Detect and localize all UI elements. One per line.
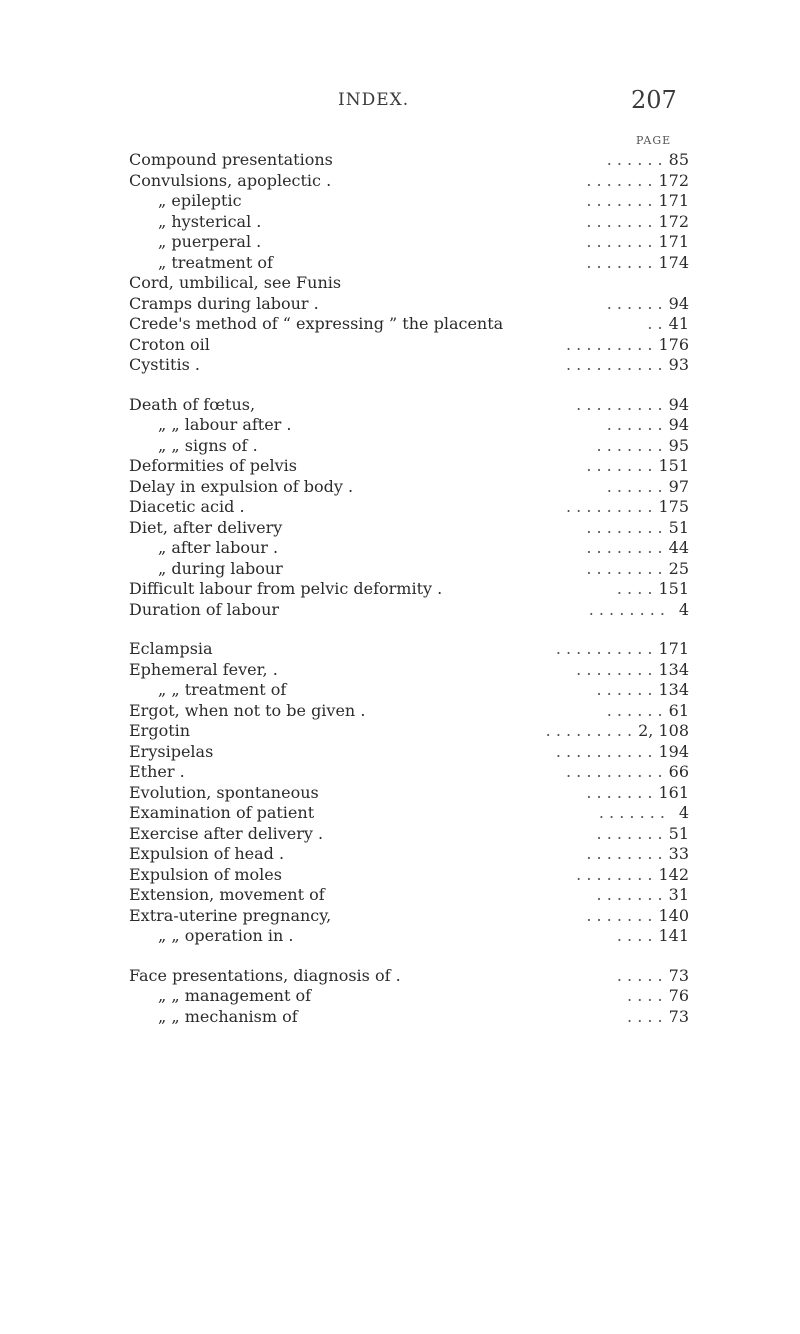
entry-page-number: 175 bbox=[658, 497, 689, 516]
entry-page-number: 171 bbox=[658, 232, 689, 251]
entry-page-number: 41 bbox=[668, 314, 689, 333]
entry-page-number: 61 bbox=[668, 700, 689, 720]
index-entry bbox=[0, 456, 800, 477]
entry-page-number: 2, 108 bbox=[638, 721, 689, 740]
entry-leader-dots: . . . . . . . . . bbox=[565, 334, 653, 354]
entry-page-number: 44 bbox=[668, 538, 689, 557]
index-entries bbox=[0, 150, 800, 1027]
entry-leader-dots: . . . . bbox=[627, 1006, 663, 1026]
entry-page-number: 95 bbox=[668, 435, 689, 455]
entry-leader-dots: . . . . . . . . . bbox=[565, 497, 653, 516]
index-entry bbox=[0, 701, 800, 722]
entry-leader-dots: . . . . bbox=[616, 926, 653, 945]
entry-text: „ during labour bbox=[158, 558, 283, 578]
entry-page-number: 134 bbox=[658, 680, 689, 699]
index-entry bbox=[0, 783, 800, 804]
entry-leader-dots: . . . . . . bbox=[606, 476, 663, 496]
entry-text: Difficult labour from pelvic deformity . bbox=[129, 579, 443, 598]
entry-text: Expulsion of moles bbox=[129, 864, 282, 884]
entry-page-number: 76 bbox=[668, 986, 689, 1005]
index-entry bbox=[0, 538, 800, 559]
entry-text: Ether . bbox=[129, 762, 185, 781]
group-separator bbox=[0, 620, 800, 639]
entry-leader-dots: . . . . . . . . . bbox=[545, 721, 633, 740]
index-entry bbox=[0, 150, 800, 171]
entry-leader-dots: . . . . . . bbox=[596, 680, 653, 699]
entry-page-number: 85 bbox=[668, 150, 689, 169]
entry-text: „ puerperal . bbox=[158, 232, 262, 251]
entry-leader-dots: . . . . . . . bbox=[586, 782, 653, 802]
entry-leader-dots: . . . . . . . . . . bbox=[566, 762, 663, 781]
index-entry bbox=[0, 762, 800, 783]
entry-text: Death of fœtus, bbox=[129, 394, 256, 414]
entry-page-number: 141 bbox=[658, 926, 689, 945]
entry-page-number: 66 bbox=[668, 762, 689, 781]
index-entry bbox=[0, 986, 800, 1007]
entry-text: Erysipelas bbox=[129, 741, 214, 761]
index-entry bbox=[0, 355, 800, 376]
index-entry bbox=[0, 518, 800, 539]
entry-text: „ epileptic bbox=[158, 191, 242, 210]
index-entry bbox=[0, 415, 800, 436]
entry-page-number: 194 bbox=[658, 741, 689, 761]
index-entry bbox=[0, 477, 800, 498]
entry-page-number: 94 bbox=[668, 293, 689, 313]
index-entry bbox=[0, 579, 800, 600]
index-entry bbox=[0, 844, 800, 865]
entry-page-number: 171 bbox=[658, 639, 689, 658]
entry-text: Exercise after delivery . bbox=[129, 823, 324, 843]
index-entry bbox=[0, 803, 800, 824]
entry-leader-dots: . . . . . . bbox=[606, 700, 663, 720]
entry-leader-dots: . . . . . . . . bbox=[576, 864, 653, 884]
entry-text: „ „ management of bbox=[158, 986, 312, 1005]
entry-text: Ergot, when not to be given . bbox=[129, 700, 366, 720]
page-number: 207 bbox=[631, 86, 677, 114]
page-column-label: PAGE bbox=[636, 134, 672, 147]
entry-text: Convulsions, apoplectic . bbox=[129, 170, 332, 190]
entry-page-number: 33 bbox=[668, 844, 689, 863]
entry-page-number: 140 bbox=[658, 905, 689, 925]
index-entry bbox=[0, 660, 800, 681]
entry-page-number: 94 bbox=[668, 415, 689, 434]
entry-page-number: 4 bbox=[678, 803, 689, 822]
entry-text: Extension, movement of bbox=[129, 885, 325, 904]
entry-text: Deformities of pelvis bbox=[129, 456, 297, 475]
entry-leader-dots: . . . . . . bbox=[606, 415, 663, 434]
entry-text: „ „ treatment of bbox=[158, 680, 287, 699]
entry-text: Eclampsia bbox=[129, 639, 213, 658]
index-entry bbox=[0, 742, 800, 763]
entry-page-number: 142 bbox=[658, 864, 689, 884]
entry-leader-dots: . . . . . . . bbox=[586, 211, 653, 231]
index-entry bbox=[0, 294, 800, 315]
entry-page-number: 176 bbox=[658, 334, 689, 354]
page-title: INDEX. bbox=[338, 90, 410, 110]
entry-text: Duration of labour bbox=[129, 599, 280, 619]
entry-text: Diet, after delivery bbox=[129, 517, 283, 537]
entry-leader-dots: . . . . . . . . bbox=[576, 659, 653, 679]
entry-text: Ephemeral fever, . bbox=[129, 659, 278, 679]
index-entry bbox=[0, 232, 800, 253]
entry-leader-dots: . . . . . . . bbox=[596, 885, 663, 904]
index-entry bbox=[0, 966, 800, 987]
entry-page-number: 161 bbox=[658, 782, 689, 802]
entry-leader-dots: . . . . . . . bbox=[598, 803, 665, 822]
entry-leader-dots: . . . . . . . bbox=[586, 905, 653, 925]
entry-text: „ „ mechanism of bbox=[158, 1006, 298, 1026]
entry-page-number: 73 bbox=[668, 965, 689, 985]
entry-leader-dots: . . . . bbox=[616, 579, 653, 598]
entry-text: Crede's method of “ expressing ” the placenta bbox=[129, 314, 504, 333]
index-entry bbox=[0, 191, 800, 212]
entry-text: „ „ signs of . bbox=[158, 435, 258, 455]
entry-text: Croton oil bbox=[129, 334, 210, 354]
entry-page-number: 97 bbox=[668, 476, 689, 496]
entry-text: Face presentations, diagnosis of . bbox=[129, 965, 401, 985]
group-separator bbox=[0, 376, 800, 395]
index-entry bbox=[0, 559, 800, 580]
entry-page-number: 151 bbox=[658, 456, 689, 475]
entry-text: „ treatment of bbox=[158, 252, 273, 272]
entry-page-number: 51 bbox=[668, 517, 689, 537]
entry-page-number: 172 bbox=[658, 170, 689, 190]
entry-text: Evolution, spontaneous bbox=[129, 782, 319, 802]
index-entry bbox=[0, 865, 800, 886]
index-entry bbox=[0, 253, 800, 274]
index-entry bbox=[0, 680, 800, 701]
entry-text: Delay in expulsion of body . bbox=[129, 476, 354, 496]
entry-text: Expulsion of head . bbox=[129, 844, 285, 863]
index-entry bbox=[0, 1007, 800, 1028]
entry-text: „ after labour . bbox=[158, 538, 279, 557]
group-separator bbox=[0, 947, 800, 966]
entry-text: Examination of patient bbox=[129, 803, 315, 822]
entry-leader-dots: . . . . . . . bbox=[586, 191, 653, 210]
index-entry bbox=[0, 314, 800, 335]
entry-leader-dots: . . . . . . bbox=[606, 293, 663, 313]
entry-text: Extra-uterine pregnancy, bbox=[129, 905, 332, 925]
entry-leader-dots: . . . . . . bbox=[606, 150, 663, 169]
entry-text: Compound presentations bbox=[129, 150, 333, 169]
entry-leader-dots: . . . . bbox=[627, 986, 663, 1005]
entry-page-number: 51 bbox=[668, 823, 689, 843]
entry-leader-dots: . . . . . . . . . . bbox=[555, 639, 653, 658]
index-entry bbox=[0, 212, 800, 233]
entry-page-number: 4 bbox=[678, 599, 689, 619]
entry-leader-dots: . . . . . . . bbox=[596, 823, 663, 843]
entry-page-number: 93 bbox=[668, 355, 689, 374]
entry-leader-dots: . . . . . . . . . . bbox=[555, 741, 653, 761]
entry-text: „ „ labour after . bbox=[158, 415, 292, 434]
entry-page-number: 31 bbox=[668, 885, 689, 904]
index-entry bbox=[0, 335, 800, 356]
entry-text: Cord, umbilical, see Funis bbox=[129, 273, 342, 292]
entry-leader-dots: . . . . . . . bbox=[586, 232, 653, 251]
index-entry bbox=[0, 436, 800, 457]
index-entry bbox=[0, 600, 800, 621]
entry-page-number: 25 bbox=[668, 558, 689, 578]
entry-leader-dots: . . . . . . . . bbox=[586, 558, 663, 578]
entry-text: Diacetic acid . bbox=[129, 497, 245, 516]
entry-leader-dots: . . . . . . . . bbox=[586, 538, 663, 557]
entry-text: „ hysterical . bbox=[158, 211, 262, 231]
entry-text: Cystitis . bbox=[129, 355, 200, 374]
index-entry bbox=[0, 885, 800, 906]
entry-page-number: 94 bbox=[668, 394, 689, 414]
entry-leader-dots: . . bbox=[647, 314, 663, 333]
index-entry bbox=[0, 171, 800, 192]
page-header bbox=[0, 86, 800, 126]
index-entry bbox=[0, 639, 800, 660]
index-entry bbox=[0, 906, 800, 927]
entry-leader-dots: . . . . . . . . bbox=[586, 844, 663, 863]
index-entry bbox=[0, 273, 800, 294]
entry-leader-dots: . . . . . bbox=[616, 965, 663, 985]
entry-leader-dots: . . . . . . . bbox=[586, 252, 653, 272]
entry-page-number: 172 bbox=[658, 211, 689, 231]
entry-leader-dots: . . . . . . . bbox=[596, 435, 663, 455]
index-entry bbox=[0, 824, 800, 845]
entry-page-number: 174 bbox=[658, 252, 689, 272]
entry-leader-dots: . . . . . . . bbox=[586, 456, 653, 475]
entry-page-number: 73 bbox=[668, 1006, 689, 1026]
entry-page-number: 134 bbox=[658, 659, 689, 679]
index-entry bbox=[0, 497, 800, 518]
index-entry bbox=[0, 721, 800, 742]
index-entry bbox=[0, 926, 800, 947]
entry-text: „ „ operation in . bbox=[158, 926, 294, 945]
entry-text: Cramps during labour . bbox=[129, 293, 319, 313]
entry-leader-dots: . . . . . . . . bbox=[586, 517, 663, 537]
entry-page-number: 171 bbox=[658, 191, 689, 210]
entry-leader-dots: . . . . . . . . . bbox=[576, 394, 663, 414]
entry-leader-dots: . . . . . . . . bbox=[588, 599, 665, 619]
entry-leader-dots: . . . . . . . . . . bbox=[566, 355, 663, 374]
entry-text: Ergotin bbox=[129, 721, 191, 740]
entry-leader-dots: . . . . . . . bbox=[586, 170, 653, 190]
index-entry bbox=[0, 395, 800, 416]
entry-page-number: 151 bbox=[658, 579, 689, 598]
